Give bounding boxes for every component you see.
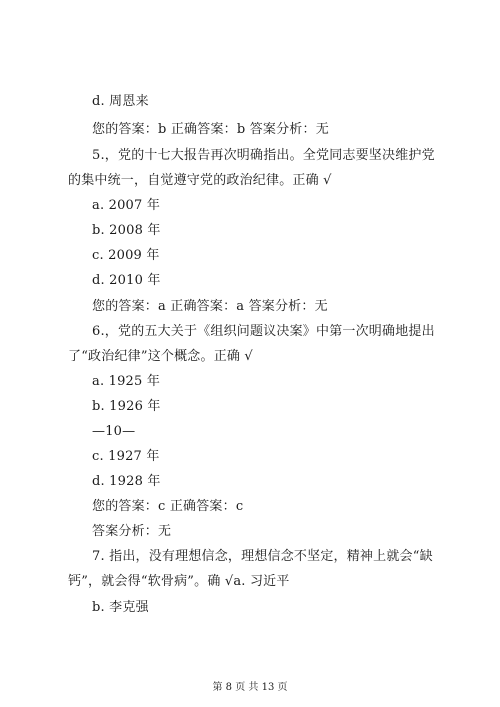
q6-option-d: d. 1928 年	[92, 474, 161, 489]
question-6-line-1: 6.，党的五大关于《组织问题议决案》中第一次明确地提出	[92, 324, 435, 339]
q5-option-c: c. 2009 年	[92, 248, 160, 263]
q5-option-b: b. 2008 年	[92, 223, 161, 238]
question-5-line-2: 的集中统一，自觉遵守党的政治纪律。正确 √	[68, 173, 332, 188]
answer-line-q4: 您的答案：b 正确答案：b 答案分析：无	[92, 122, 329, 137]
analysis-line-q6: 答案分析：无	[92, 524, 172, 539]
answer-line-q5: 您的答案：a 正确答案：a 答案分析：无	[92, 299, 328, 314]
q5-option-d: d. 2010 年	[92, 273, 161, 288]
q7-option-b: b. 李克强	[92, 600, 149, 615]
inline-page-marker: —10—	[92, 424, 136, 439]
q6-option-c: c. 1927 年	[92, 449, 160, 464]
page-footer: 第 8 页 共 13 页	[212, 682, 288, 693]
q6-option-b: b. 1926 年	[92, 399, 161, 414]
question-6-line-2: 了“政治纪律”这个概念。正确 √	[68, 349, 253, 364]
option-d-zhou-enlai: d. 周恩来	[92, 94, 149, 109]
question-5-line-1: 5.，党的十七大报告再次明确指出。全党同志要坚决维护党	[92, 148, 435, 163]
q5-option-a: a. 2007 年	[92, 198, 161, 213]
question-7-line-1: 7. 指出，没有理想信念，理想信念不坚定，精神上就会“缺	[92, 549, 433, 564]
q6-option-a: a. 1925 年	[92, 374, 161, 389]
answer-line-q6: 您的答案：c 正确答案：c	[92, 499, 244, 514]
question-7-line-2: 钙”，就会得“软骨病”。确 √a. 习近平	[68, 574, 290, 589]
